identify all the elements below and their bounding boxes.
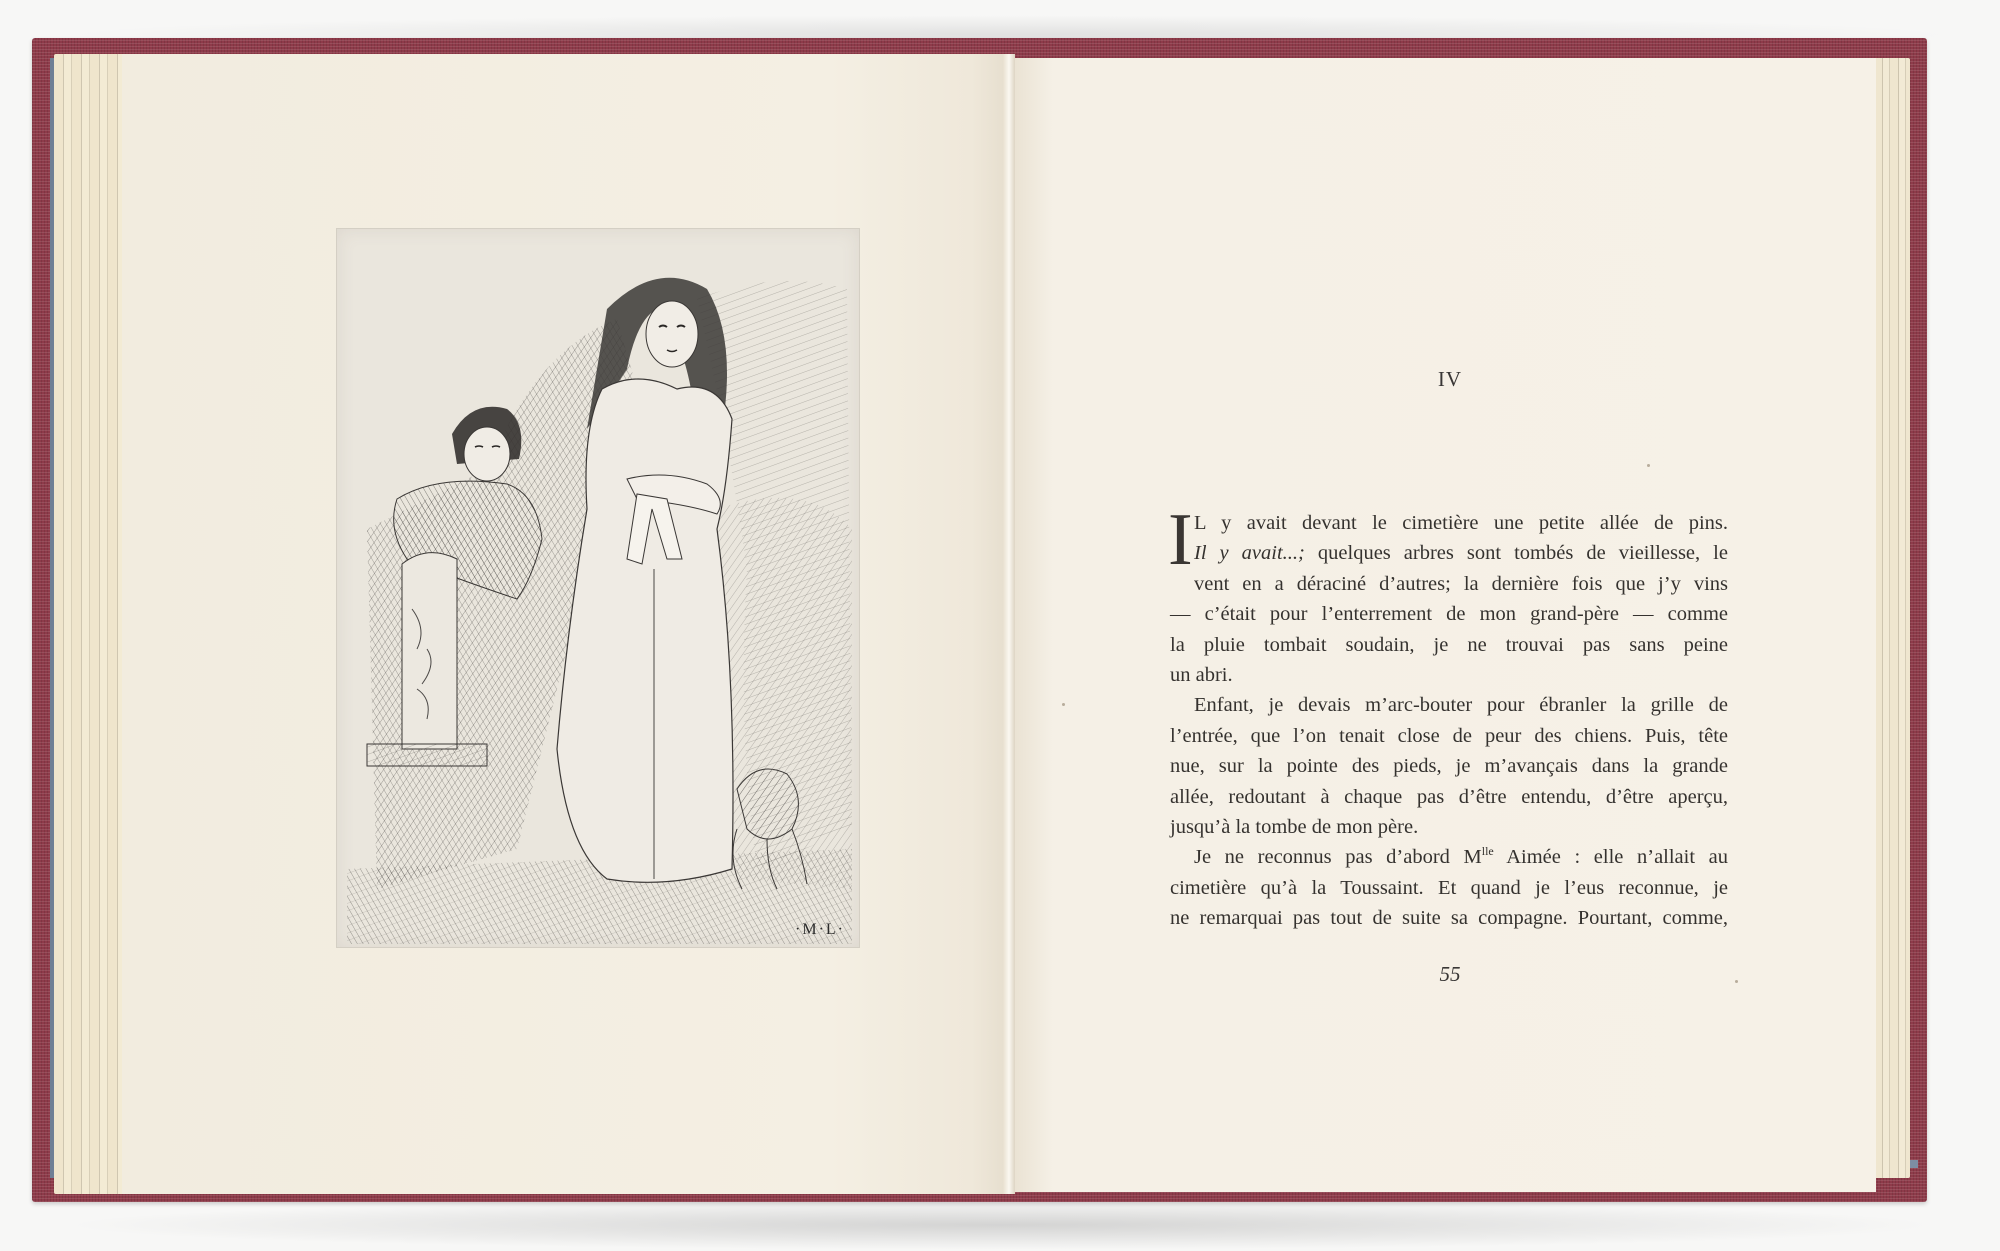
italic-phrase: Il y avait...; <box>1194 542 1305 565</box>
text-line: l’entrée, que l’on tenait close de peur des chiens. Puis, tête <box>1170 724 1728 747</box>
page-stack-left <box>54 54 126 1194</box>
etching-illustration <box>336 228 860 948</box>
text-line <box>1170 538 1728 568</box>
text-line: cimetière qu’à la Toussaint. Et quand je l’eus reconnue, je <box>1170 876 1728 899</box>
paper-speck <box>1735 980 1738 983</box>
superscript: lle <box>1481 844 1494 859</box>
text-line <box>1170 842 1728 872</box>
page-number: 55 <box>1439 962 1461 986</box>
text-fragment: Je ne reconnus pas d’abord M <box>1194 846 1482 869</box>
etching-drawing <box>337 229 859 947</box>
artist-signature: ·M·L· <box>795 921 845 938</box>
chapter-heading: IV <box>1437 367 1463 391</box>
text-line: L y avait devant le cimetière une petite allée de pins. <box>1194 512 1728 534</box>
body-text <box>1168 499 1728 933</box>
text-line: allée, redoutant à chaque pas d’être entendu, d’être aperçu, <box>1170 785 1728 808</box>
drop-cap: I <box>1168 499 1193 581</box>
bottom-shadow <box>60 1200 1940 1250</box>
text-line: nue, sur la pointe des pieds, je m’avançais dans la grande <box>1170 755 1728 778</box>
book-gutter <box>1003 54 1015 1194</box>
text-line: Enfant, je devais m’arc-bouter pour ébranler la grille de <box>1194 694 1728 717</box>
text-line: la pluie tombait soudain, je ne trouvai pas sans peine <box>1170 633 1728 656</box>
text-fragment: Aimée : elle n’allait au <box>1493 846 1728 869</box>
paper-speck <box>1062 703 1065 706</box>
text-line: jusqu’à la tombe de mon père. <box>1170 815 1419 838</box>
text-line: — c’était pour l’enterrement de mon grand-père — comme <box>1170 603 1728 626</box>
paper-speck <box>1647 464 1650 467</box>
text-line: vent en a déraciné d’autres; la dernière fois que j’y vins <box>1194 572 1728 595</box>
text-line: ne remarquai pas tout de suite sa compagne. Pourtant, comme, <box>1170 907 1728 930</box>
text-line: un abri. <box>1170 663 1233 686</box>
text-fragment: quelques arbres sont tombés de vieillesse, le <box>1304 542 1728 565</box>
page-stack-right <box>1874 58 1910 1178</box>
